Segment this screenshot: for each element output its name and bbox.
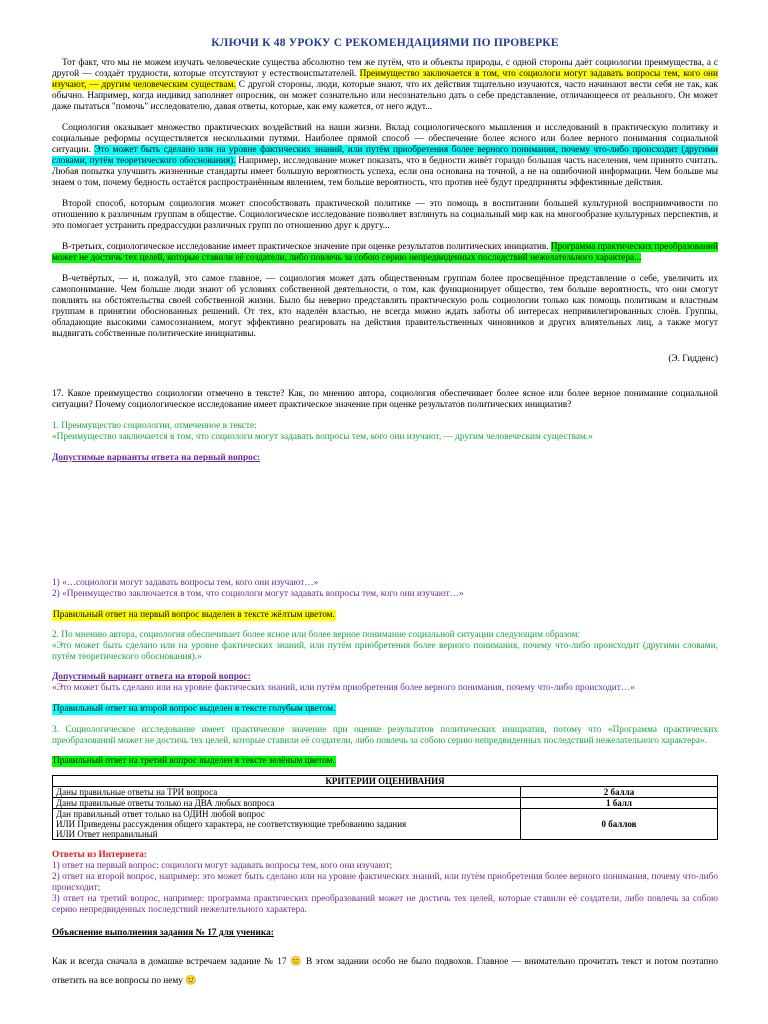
- answer-1-quote: «Преимущество заключается в том, что социологи могут задавать вопросы тем, кого они изучают, — другим человеческим существам.»: [52, 432, 593, 442]
- criteria-text: Даны правильные ответы только на ДВА любых вопроса: [53, 798, 521, 809]
- highlight-blue: Это может быть сделано или на уровне фактических знаний, или путём приобретения более верного понимания, почему что-либо происходит (другими словами, путём теоретического обоснования).: [52, 145, 718, 166]
- answer-1-title: 1. Преимущество социологии, отмеченное в тексте:: [52, 421, 257, 431]
- criteria-line: Дан правильный ответ только на ОДИН любой вопрос: [56, 809, 265, 819]
- answer-3-text: 3. Социологическое исследование имеет практическое значение при оценке результатов политических инициатив, потому что «Программа практических преобразований может не достичь тех целей, которые ставили её создатели, либо повлечь за собою серию непредвиденных последствий нежелательного характера».: [52, 725, 718, 746]
- highlight-green: Программа практических преобразований может не достичь тех целей, которые ставили её создатели, либо повлечь за собою серию непредвиденных последствий нежелательного характера...: [52, 242, 718, 263]
- internet-answer-1: 1) ответ на первый вопрос: социологи могут задавать вопросы тем, кого они изучают;: [52, 861, 393, 871]
- table-row: [53, 809, 718, 840]
- source-paragraph-3: Второй способ, которым социология может способствовать практической политике — это помощь в воспитании большей культурной восприимчивости по отношению к различным группам в обществе. Социологическое исследование позволяет взглянуть на социальный мир как на многообразие культурных перспектив, и это помогает устранить предрассудки различных групп по отношению друг к другу...: [52, 199, 718, 231]
- criteria-score: 1 балл: [521, 798, 718, 809]
- text-run: С другой стороны, люди, которые знают, что их действия тщательно изучаются, часто начинают вести себя не так, как обычно. Например, когда индивид заполняет опросник, он может сознательно или несознательно дать о себе представление, отличающееся от реального. Он может даже пытаться "помочь" исследователю, давая ответы, которые, как ему кажется, от него ждут...: [52, 80, 718, 112]
- criteria-text: [53, 809, 521, 840]
- text-run: В-третьих, социологическое исследование имеет практическое значение при оценке результатов политических инициатив.: [62, 242, 551, 252]
- criteria-line: ИЛИ Ответ неправильный: [56, 829, 158, 839]
- source-paragraph-5: В-четвёртых, — и, пожалуй, это самое главное, — социология может дать общественным группам более просвещённое представление о себе, увеличить их самопонимание. Чем больше люди знают об условиях собственной деятельности, о том, как функционирует общество, тем больше вероятность, что они смогут повлиять на обстоятельства своей собственной жизни. Было бы неверно представлять практическую роль социологии только как помощь политикам и властным группам в принятии обоснованных решений. От тех, кто наделён властью, не всегда можно ждать заботы об интересах непривилегированных слоёв. Группы, обладающие высокими самосознанием, могут эффективно реагировать на действия правительственных чиновников и других влиятельных лиц, а также могут выдвигать собственные политические инициативы.: [52, 274, 718, 339]
- answer-2-variant-1: «Это может быть сделано или на уровне фактических знаний, или путём приобретения более верного понимания, почему что-либо происходит…»: [52, 683, 635, 693]
- answer-2-title: 2. По мнению автора, социология обеспечивает более ясное или более верное понимание социальной ситуации следующим образом:: [52, 630, 581, 640]
- answer-2-note: Правильный ответ на второй вопрос выделен в тексте голубым цветом.: [53, 704, 336, 714]
- criteria-line: ИЛИ Приведены рассуждения общего характера, не соответствующие требованию задания: [56, 819, 407, 829]
- question-text: 17. Какое преимущество социологии отмечено в тексте? Как, по мнению автора, социология обеспечивает более ясное или более верное понимание социальной ситуации? Почему социологическое исследование имеет практическое значение при оценке результатов политических инициатив?: [52, 389, 718, 410]
- criteria-text: Даны правильные ответы на ТРИ вопроса: [53, 787, 521, 798]
- table-row: [53, 787, 718, 798]
- answer-2-quote: «Это может быть сделано или на уровне фактических знаний, или путём приобретения более верного понимания, почему что-либо происходит (другими словами, путём теоретического обоснования).»: [52, 641, 718, 662]
- answer-1-variants-label: Допустимые варианты ответа на первый вопрос:: [52, 453, 261, 463]
- criteria-header: КРИТЕРИИ ОЦЕНИВАНИЯ: [53, 776, 718, 787]
- source-paragraph-4: [52, 242, 718, 264]
- highlight-yellow: Преимущество заключается в том, что социологи могут задавать вопросы тем, кого они изучают, — другим человеческим существам.: [52, 69, 718, 90]
- answer-2-variant-label: Допустимый вариант ответа на второй вопрос:: [52, 672, 251, 682]
- page-title: КЛЮЧИ К 48 УРОКУ С РЕКОМЕНДАЦИЯМИ ПО ПРОВЕРКЕ: [211, 37, 559, 49]
- author-attribution: (Э. Гидденс): [668, 354, 718, 364]
- internet-answer-2: 2) ответ на второй вопрос, например: это может быть сделано или на уровне фактических знаний, или путём приобретения более верного понимания, почему что-либо происходит;: [52, 872, 718, 893]
- document-page: [52, 38, 718, 991]
- answer-1-variant-1: 1) «…социологи могут задавать вопросы тем, кого они изучают…»: [52, 578, 319, 588]
- criteria-table: [52, 775, 718, 840]
- internet-answers-label: Ответы из Интернета:: [52, 850, 147, 860]
- source-paragraph-2: [52, 123, 718, 189]
- answer-1-note: Правильный ответ на первый вопрос выделен в тексте жёлтым цветом.: [53, 610, 335, 620]
- internet-answer-3: 3) ответ на третий вопрос, например: программа практических преобразований может не достичь тех целей, которые ставили её создатели, либо повлечь за собою серию непредвиденных последствий нежелательного характера.: [52, 894, 718, 915]
- answer-3-note: Правильный ответ на третий вопрос выделен в тексте зелёным цветом.: [53, 756, 335, 766]
- criteria-score: 2 балла: [521, 787, 718, 798]
- source-paragraph-1: [52, 58, 718, 113]
- text-run: Тот факт, что мы не можем изучать человеческие существа абсолютно тем же путём, что и объекты природы, с одной стороны даёт социологии преимущества, а с другой — создаёт трудности, которые отсутствуют у естествоиспытателей.: [52, 58, 718, 79]
- answer-1-variant-2: 2) «Преимущество заключается в том, что социологи могут задавать вопросы тем, кого они изучают…»: [52, 589, 464, 599]
- criteria-score: 0 баллов: [521, 809, 718, 840]
- text-run: Например, исследование может показать, что в бедности живёт гораздо большая часть населения, чем принято считать. Любая попытка улучшить жизненные стандарты имеет большую вероятность успеха, если она основана на точной, а не на ошибочной информации. Чем больше мы знаем о том, почему бедность остаётся распространённым явлением, тем больше вероятность, что против неё будут предприняты эффективные действия.: [52, 156, 718, 188]
- explanation-label: Объяснение выполнения задания № 17 для ученика:: [52, 928, 274, 938]
- text-run: Социология оказывает множество практических воздействий на наши жизни. Вклад социологического мышления и исследований в практическую политику и социальные реформы осуществляется несколькими путями. Наиболее прямой способ — обеспечение более ясного или более верного понимания социальной ситуации.: [52, 123, 718, 155]
- table-row: [53, 798, 718, 809]
- explanation-text: Как и всегда сначала в домашке встречаем задание № 17 🙂 В этом задании особо не было подвохов. Главное — внимательно прочитать текст и потом поэтапно ответить на все вопросы по нему 🙂: [52, 957, 718, 986]
